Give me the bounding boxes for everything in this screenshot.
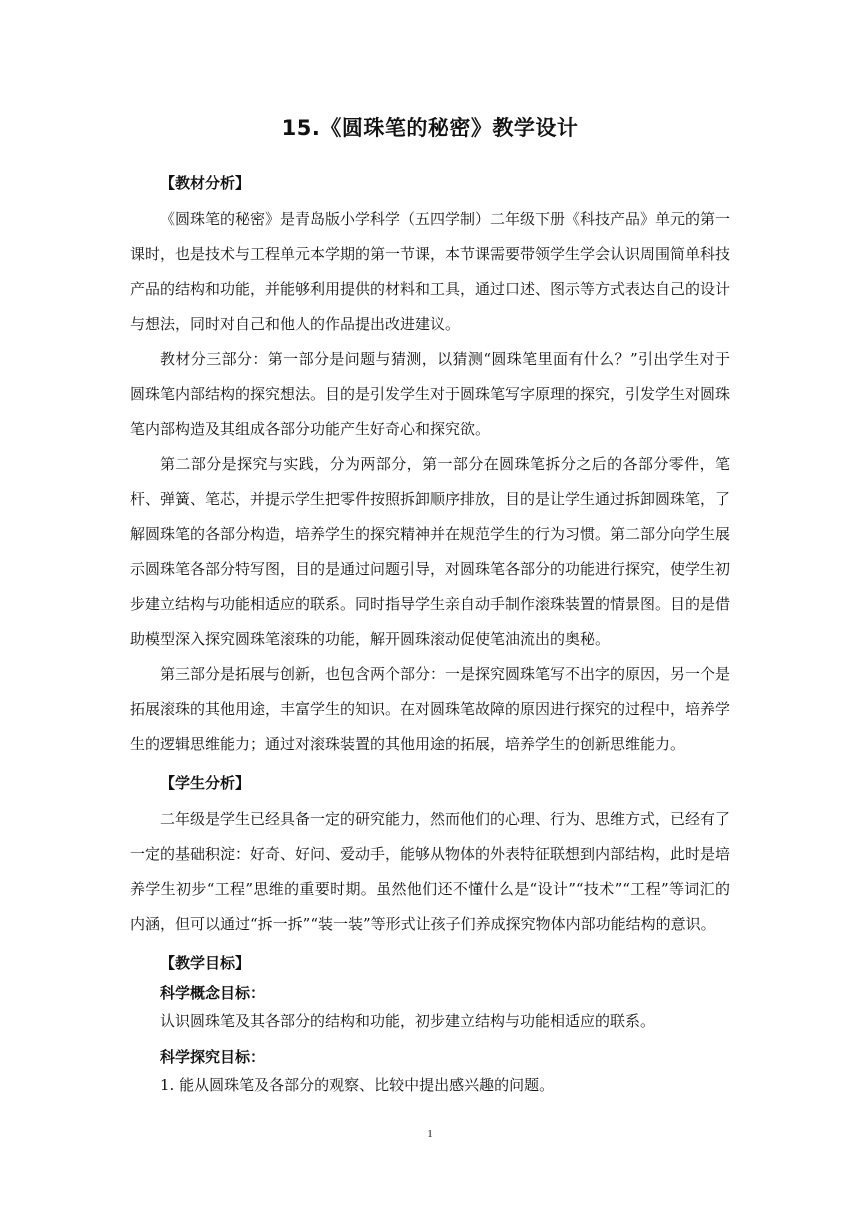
paragraph: 第三部分是拓展与创新，也包含两个部分：一是探究圆珠笔写不出字的原因，另一个是拓展滚珠的其他用途，丰富学生的知识。在对圆珠笔故障的原因进行探究的过程中，培养学生的逻辑思维能力；通过对滚珠装置的其他用途的拓展，培养学生的创新思维能力。	[130, 665, 731, 753]
paragraph: 二年级是学生已经具备一定的研究能力，然而他们的心理、行为、思维方式，已经有了一定的基础积淀：好奇、好问、爱动手，能够从物体的外表特征联想到内部结构，此时是培养学生初步“工程”思维的重要时期。虽然他们还不懂什么是“设计”“技术”“工程”等词汇的内涵，但可以通过“拆一拆”“装一装”等形式让孩子们养成探究物体内部功能结构的意识。	[130, 810, 731, 933]
paragraph: 《圆珠笔的秘密》是青岛版小学科学（五四学制）二年级下册《科技产品》单元的第一课时，也是技术与工程单元本学期的第一节课，本节课需要带领学生学会认识周围简单科技产品的结构和功能，并能够利用提供的材料和工具，通过口述、图示等方式表达自己的设计与想法，同时对自己和他人的作品提出改进建议。	[130, 210, 731, 333]
concept-text: 认识圆珠笔及其各部分的结构和功能，初步建立结构与功能相适应的联系。	[160, 1012, 656, 1030]
inquiry-text: 1. 能从圆珠笔及各部分的观察、比较中提出感兴趣的问题。	[160, 1076, 555, 1094]
section-heading-textbook: 【教材分析】	[160, 174, 251, 192]
section-heading-student: 【学生分析】	[160, 774, 251, 792]
page-number: 1	[427, 1128, 433, 1140]
subheading-concept: 科学概念目标：	[160, 984, 266, 1002]
section-heading-goals: 【教学目标】	[160, 954, 251, 972]
document-title: 15.《圆珠笔的秘密》教学设计	[281, 116, 579, 140]
paragraph: 教材分三部分：第一部分是问题与猜测，以猜测“圆珠笔里面有什么？”引出学生对于圆珠笔内部结构的探究想法。目的是引发学生对于圆珠笔写字原理的探究，引发学生对圆珠笔内部构造及其组成各部分功能产生好奇心和探究欲。	[130, 350, 731, 438]
subheading-inquiry: 科学探究目标：	[160, 1048, 266, 1066]
paragraph: 第二部分是探究与实践，分为两部分，第一部分在圆珠笔拆分之后的各部分零件，笔杆、弹簧、笔芯，并提示学生把零件按照拆卸顺序排放，目的是让学生通过拆卸圆珠笔，了解圆珠笔的各部分构造，培养学生的探究精神并在规范学生的行为习惯。第二部分向学生展示圆珠笔各部分特写图，目的是通过问题引导，对圆珠笔各部分的功能进行探究，使学生初步建立结构与功能相适应的联系。同时指导学生亲自动手制作滚珠装置的情景图。目的是借助模型深入探究圆珠笔滚珠的功能，解开圆珠滚动促使笔油流出的奥秘。	[130, 455, 731, 648]
document-body	[130, 172, 730, 1110]
